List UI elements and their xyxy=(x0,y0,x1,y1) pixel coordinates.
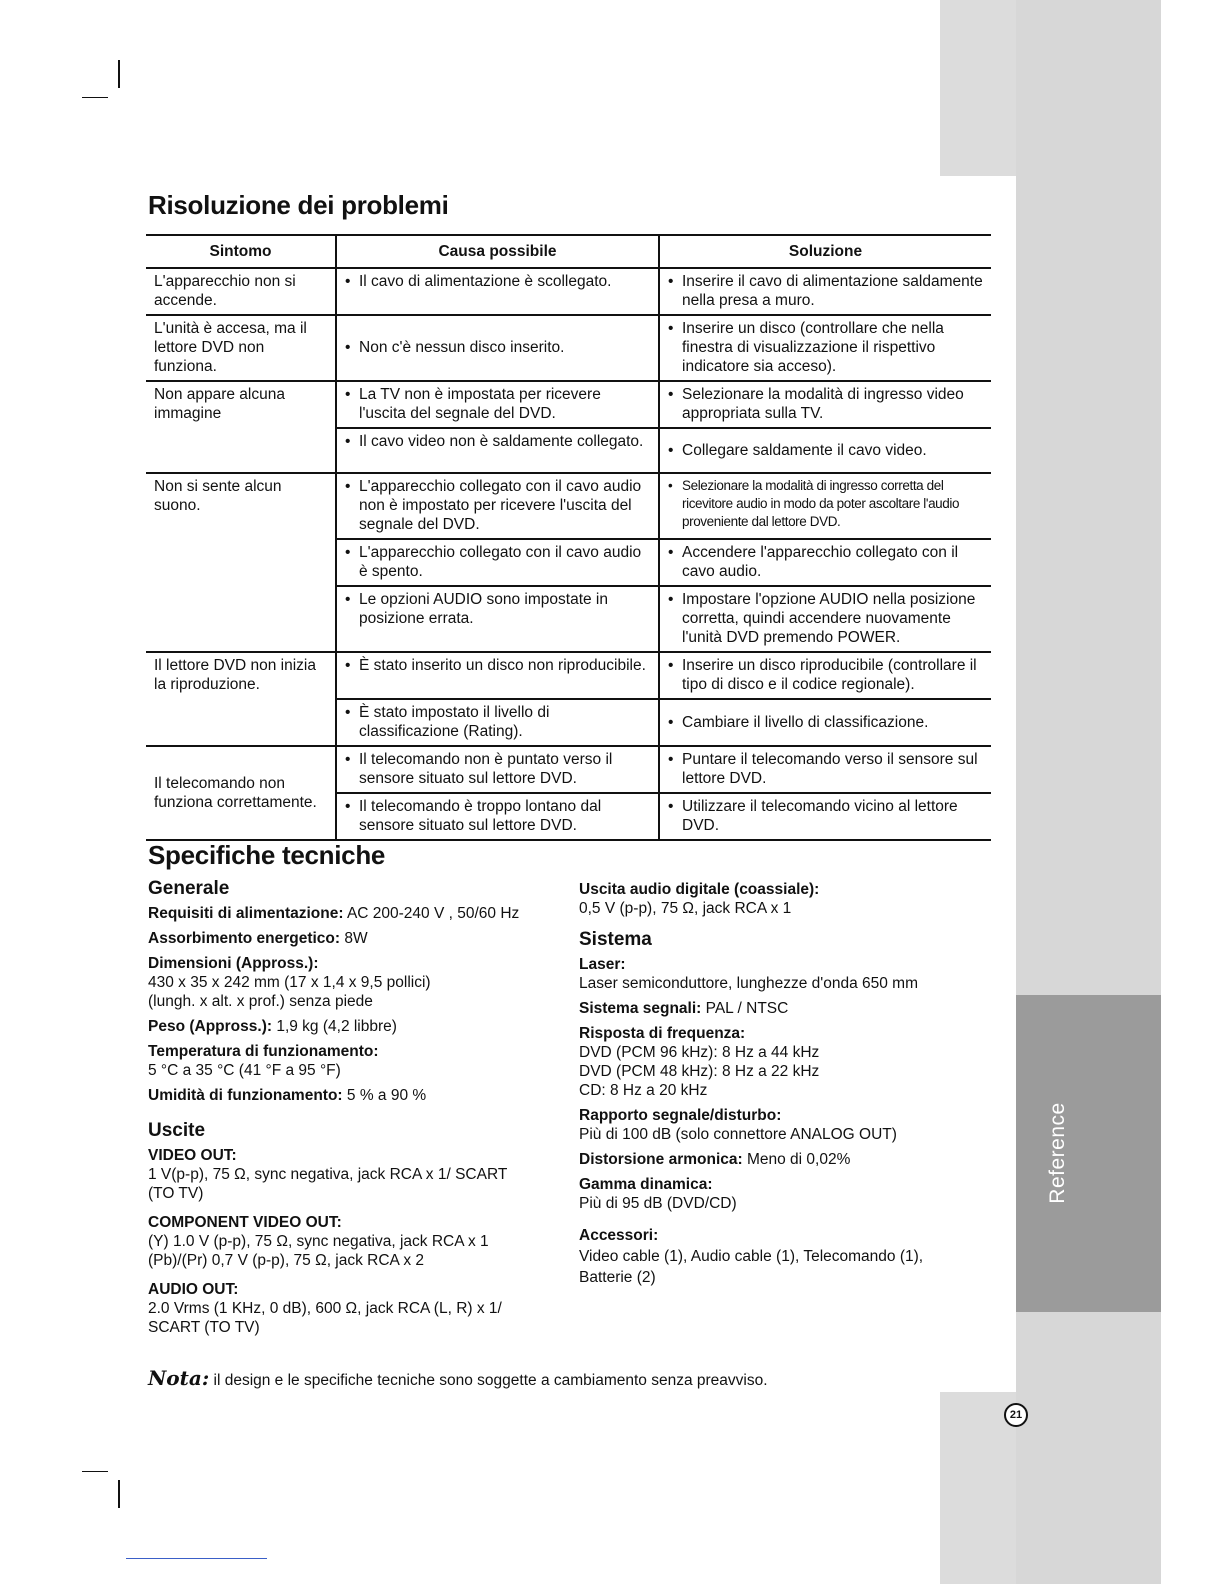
solution-cell: • Cambiare il livello di classificazione. xyxy=(659,699,991,746)
side-strip xyxy=(1016,0,1161,995)
solution-cell: • Selezionare la modalità di ingresso video appropriata sulla TV. xyxy=(659,381,991,428)
generale-heading: Generale xyxy=(148,878,230,899)
symptom-cell: Non si sente alcun suono. xyxy=(146,473,336,652)
signal-system-spec: Sistema segnali: PAL / NTSC xyxy=(579,1000,789,1017)
solution-cell: • Accendere l'apparecchio collegato con il cavo audio. xyxy=(659,539,991,586)
table-row xyxy=(146,473,991,539)
cause-cell: • L'apparecchio collegato con il cavo audio non è impostato per ricevere l'uscita del segnale del DVD. xyxy=(336,473,659,539)
dimensions-spec: Dimensioni (Appross.): 430 x 35 x 242 mm (17 x 1,4 x 9,5 pollici) (lungh. x alt. x prof.) senza piede xyxy=(148,955,431,1010)
column-header-solution: Soluzione xyxy=(659,235,991,268)
crop-mark xyxy=(118,1480,120,1508)
table-row xyxy=(146,652,991,699)
table-row xyxy=(146,315,991,381)
weight-spec: Peso (Appross.): 1,9 kg (4,2 libbre) xyxy=(148,1018,397,1035)
consumption-spec: Assorbimento energetico: 8W xyxy=(148,930,368,947)
troubleshooting-title: Risoluzione dei problemi xyxy=(148,190,449,220)
cause-cell: • Non c'è nessun disco inserito. xyxy=(336,315,659,381)
cause-cell: • La TV non è impostata per ricevere l'uscita del segnale del DVD. xyxy=(336,381,659,428)
specs-left-column xyxy=(148,879,568,1343)
harmonic-distortion-spec: Distorsione armonica: Meno di 0,02% xyxy=(579,1151,851,1168)
cause-cell: • È stato impostato il livello di classificazione (Rating). xyxy=(336,699,659,746)
crop-mark xyxy=(118,60,120,88)
sistema-heading: Sistema xyxy=(579,929,652,950)
cause-cell: • Il cavo video non è saldamente collegato. xyxy=(336,428,659,473)
video-out-spec: VIDEO OUT: 1 V(p-p), 75 Ω, sync negativa, jack RCA x 1/ SCART (TO TV) xyxy=(148,1147,508,1202)
solution-cell: • Puntare il telecomando verso il sensore sul lettore DVD. xyxy=(659,746,991,793)
cause-cell: • Il telecomando è troppo lontano dal sensore situato sul lettore DVD. xyxy=(336,793,659,840)
note-label: Nota: xyxy=(148,1366,210,1390)
symptom-cell: Il lettore DVD non inizia la riproduzione. xyxy=(146,652,336,746)
table-header-row xyxy=(146,235,991,268)
solution-cell: • Inserire il cavo di alimentazione saldamente nella presa a muro. xyxy=(659,268,991,315)
audio-out-spec: AUDIO OUT: 2.0 Vrms (1 KHz, 0 dB), 600 Ω, jack RCA (L, R) x 1/ SCART (TO TV) xyxy=(148,1281,502,1336)
reference-tab xyxy=(1016,995,1161,1312)
crop-mark xyxy=(82,1471,108,1472)
column-header-symptom: Sintomo xyxy=(146,235,336,268)
digital-audio-spec: Uscita audio digitale (coassiale): 0,5 V (p-p), 75 Ω, jack RCA x 1 xyxy=(579,881,820,917)
reference-tab-label: Reference xyxy=(1046,1102,1069,1204)
frequency-response-spec: Risposta di frequenza: DVD (PCM 96 kHz): 8 Hz a 44 kHz DVD (PCM 48 kHz): 8 Hz a 22 kHz CD: 8 Hz a 20 kHz xyxy=(579,1025,820,1099)
table-row xyxy=(146,746,991,793)
solution-cell: • Impostare l'opzione AUDIO nella posizione corretta, quindi accendere nuovamente l'unità DVD premendo POWER. xyxy=(659,586,991,652)
cause-cell: • Il cavo di alimentazione è scollegato. xyxy=(336,268,659,315)
solution-cell: • Collegare saldamente il cavo video. xyxy=(659,428,991,473)
cause-cell: • È stato inserito un disco non riproducibile. xyxy=(336,652,659,699)
solution-cell: • Selezionare la modalità di ingresso corretta del ricevitore audio in modo da poter ascoltare l'audio proveniente dal lettore DVD. xyxy=(659,473,991,539)
note-text: il design e le specifiche tecniche sono soggette a cambiamento senza preavviso. xyxy=(209,1372,768,1389)
specs-title: Specifiche tecniche xyxy=(148,840,386,870)
page-number: 21 xyxy=(1004,1403,1028,1427)
laser-spec: Laser: Laser semiconduttore, lunghezze d'onda 650 mm xyxy=(579,956,918,992)
uscite-heading: Uscite xyxy=(148,1120,206,1141)
power-spec: Requisiti di alimentazione: AC 200-240 V , 50/60 Hz xyxy=(148,905,520,922)
column-header-cause: Causa possibile xyxy=(336,235,659,268)
component-video-out-spec: COMPONENT VIDEO OUT: (Y) 1.0 V (p-p), 75 Ω, sync negativa, jack RCA x 1 (Pb)/(Pr) 0,7 V (p-p), 75 Ω, jack RCA x 2 xyxy=(148,1214,489,1269)
side-strip-lower xyxy=(1016,1312,1161,1584)
accessories-spec: Accessori: Video cable (1), Audio cable (1), Telecomando (1), Batterie (2) xyxy=(579,1227,924,1286)
cause-cell: • L'apparecchio collegato con il cavo audio è spento. xyxy=(336,539,659,586)
note xyxy=(148,1366,768,1390)
solution-cell: • Inserire un disco riproducibile (controllare il tipo di disco e il codice regionale). xyxy=(659,652,991,699)
solution-cell: • Inserire un disco (controllare che nella finestra di visualizzazione il rispettivo indicatore sia acceso). xyxy=(659,315,991,381)
humidity-spec: Umidità di funzionamento: 5 % a 90 % xyxy=(148,1087,427,1104)
temperature-spec: Temperatura di funzionamento: 5 °C a 35 °C (41 °F a 95 °F) xyxy=(148,1043,379,1079)
symptom-cell: Non appare alcuna immagine xyxy=(146,381,336,473)
crop-mark xyxy=(82,97,108,98)
symptom-cell: L'apparecchio non si accende. xyxy=(146,268,336,315)
side-strip-top xyxy=(940,0,1016,176)
troubleshooting-table xyxy=(146,234,991,841)
symptom-cell: L'unità è accesa, ma il lettore DVD non funziona. xyxy=(146,315,336,381)
symptom-cell: Il telecomando non funziona correttamente. xyxy=(146,746,336,840)
cause-cell: • Il telecomando non è puntato verso il sensore situato sul lettore DVD. xyxy=(336,746,659,793)
specs-right-column xyxy=(579,880,979,1294)
table-row xyxy=(146,268,991,315)
solution-cell: • Utilizzare il telecomando vicino al lettore DVD. xyxy=(659,793,991,840)
table-row xyxy=(146,381,991,428)
snr-spec: Rapporto segnale/disturbo: Più di 100 dB (solo connettore ANALOG OUT) xyxy=(579,1107,897,1143)
dynamic-range-spec: Gamma dinamica: Più di 95 dB (DVD/CD) xyxy=(579,1176,737,1212)
cause-cell: • Le opzioni AUDIO sono impostate in posizione errata. xyxy=(336,586,659,652)
divider xyxy=(126,1558,267,1559)
